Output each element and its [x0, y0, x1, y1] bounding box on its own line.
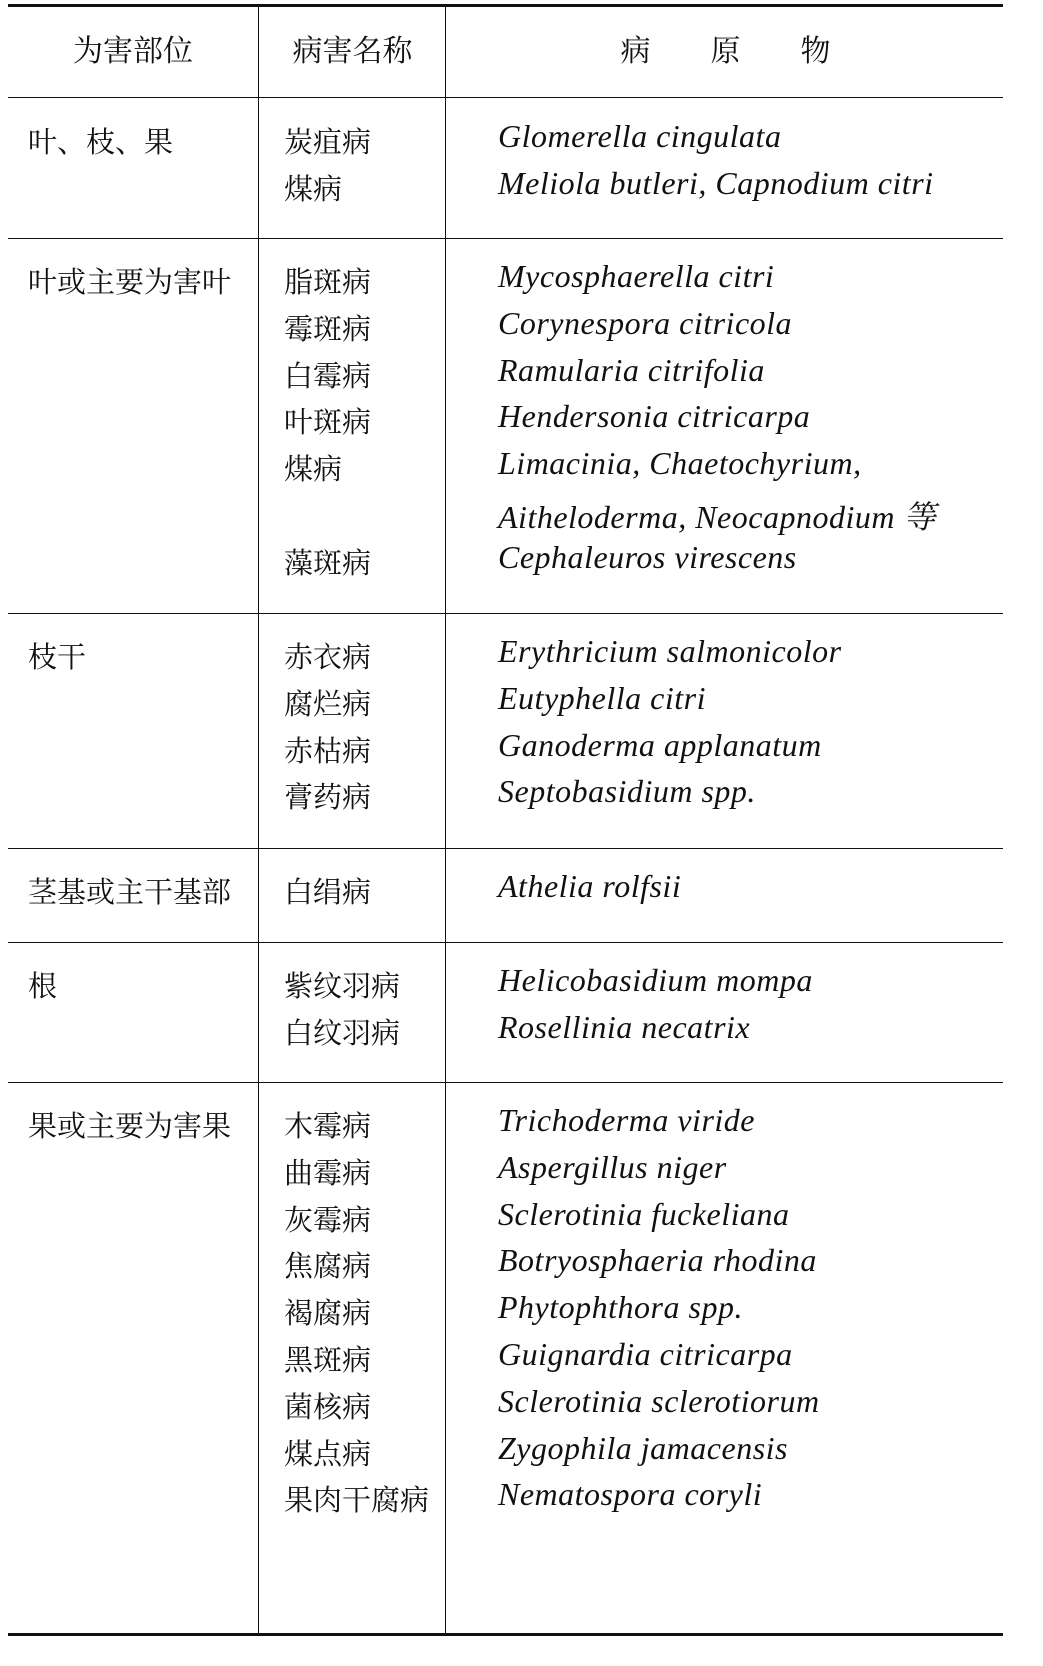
disease-name-cell: 煤病 [284, 452, 343, 487]
pathogen-cell: Limacinia, Chaetochyrium, [498, 445, 862, 482]
location-cell: 叶或主要为害叶 [28, 265, 232, 299]
disease-name-cell: 藻斑病 [284, 545, 372, 580]
section-rule [8, 848, 1003, 849]
pathogen-cell: Mycosphaerella citri [498, 258, 775, 294]
pathogen-cell: Eutyphella citri [498, 679, 706, 716]
pathogen-cell: Glomerella cingulata [498, 118, 782, 154]
pathogen-cell: Nematospora coryli [498, 1476, 763, 1513]
column-divider-1 [258, 6, 259, 1633]
disease-name-cell: 灰霉病 [284, 1202, 372, 1237]
column-divider-2 [445, 6, 446, 1633]
header-disease: 病害名称 [292, 34, 413, 69]
disease-name-cell: 炭疽病 [284, 125, 372, 159]
header-pathogen: 病 原 物 [620, 34, 831, 69]
disease-name-cell: 膏药病 [284, 780, 372, 815]
pathogen-cell: Helicobasidium mompa [498, 962, 813, 998]
pathogen-cell: Erythricium salmonicolor [498, 633, 842, 669]
pathogen-cell: Athelia rolfsii [498, 868, 682, 904]
location-cell: 果或主要为害果 [28, 1109, 232, 1143]
disease-name-cell: 焦腐病 [284, 1249, 372, 1284]
pathogen-cell: Ganoderma applanatum [498, 726, 822, 763]
disease-name-cell: 霉斑病 [284, 311, 372, 346]
pathogen-cell: Meliola butleri, Capnodium citri [498, 164, 934, 201]
disease-name-cell: 木霉病 [284, 1109, 372, 1143]
disease-name-cell: 脂斑病 [284, 265, 372, 299]
disease-name-cell: 叶斑病 [284, 405, 372, 440]
pathogen-cell: Phytophthora spp. [498, 1289, 743, 1326]
section-rule [8, 613, 1003, 614]
header-location: 为害部位 [73, 34, 193, 69]
pathogen-cell: Botryosphaeria rhodina [498, 1242, 817, 1279]
disease-name-cell: 白纹羽病 [284, 1015, 401, 1050]
disease-name-cell: 曲霉病 [284, 1155, 372, 1190]
disease-name-cell: 煤点病 [284, 1436, 372, 1471]
section-rule [8, 1082, 1003, 1083]
header-rule [8, 97, 1003, 98]
disease-name-cell: 菌核病 [284, 1389, 372, 1424]
pathogen-cell: Trichoderma viride [498, 1102, 755, 1138]
pathogen-cell: Cephaleuros virescens [498, 538, 797, 575]
location-cell: 枝干 [28, 640, 87, 674]
pathogen-cell: Rosellinia necatrix [498, 1008, 751, 1045]
disease-name-cell: 褐腐病 [284, 1296, 372, 1331]
disease-name-cell: 赤衣病 [284, 640, 372, 674]
location-cell: 叶、枝、果 [28, 125, 174, 159]
disease-name-cell: 果肉干腐病 [284, 1483, 430, 1518]
location-cell: 根 [28, 969, 58, 1003]
pathogen-cell: Septobasidium spp. [498, 773, 756, 810]
disease-name-cell: 腐烂病 [284, 686, 372, 721]
disease-name-cell: 黑斑病 [284, 1343, 372, 1377]
disease-name-cell: 白霉病 [284, 358, 372, 393]
pathogen-cell: Corynespora citricola [498, 304, 793, 341]
pathogen-cell: Sclerotinia sclerotiorum [498, 1382, 820, 1419]
disease-name-cell: 煤病 [284, 171, 343, 206]
pathogen-cell: Ramularia citrifolia [498, 351, 765, 388]
disease-name-cell: 赤枯病 [284, 733, 372, 768]
pathogen-cell: Hendersonia citricarpa [498, 398, 811, 435]
table-top-rule [8, 4, 1003, 7]
table-bottom-rule [8, 1633, 1003, 1636]
pathogen-cell: Zygophila jamacensis [498, 1429, 788, 1466]
pathogen-cell: Guignardia citricarpa [498, 1336, 793, 1372]
section-rule [8, 238, 1003, 239]
pathogen-cell: Aitheloderma, Neocapnodium 等 [498, 499, 936, 535]
pathogen-cell: Aspergillus niger [498, 1148, 727, 1185]
disease-name-cell: 紫纹羽病 [284, 969, 401, 1003]
disease-name-cell: 白绢病 [284, 875, 372, 909]
pathogen-cell: Sclerotinia fuckeliana [498, 1195, 790, 1232]
location-cell: 茎基或主干基部 [28, 875, 232, 909]
section-rule [8, 942, 1003, 943]
